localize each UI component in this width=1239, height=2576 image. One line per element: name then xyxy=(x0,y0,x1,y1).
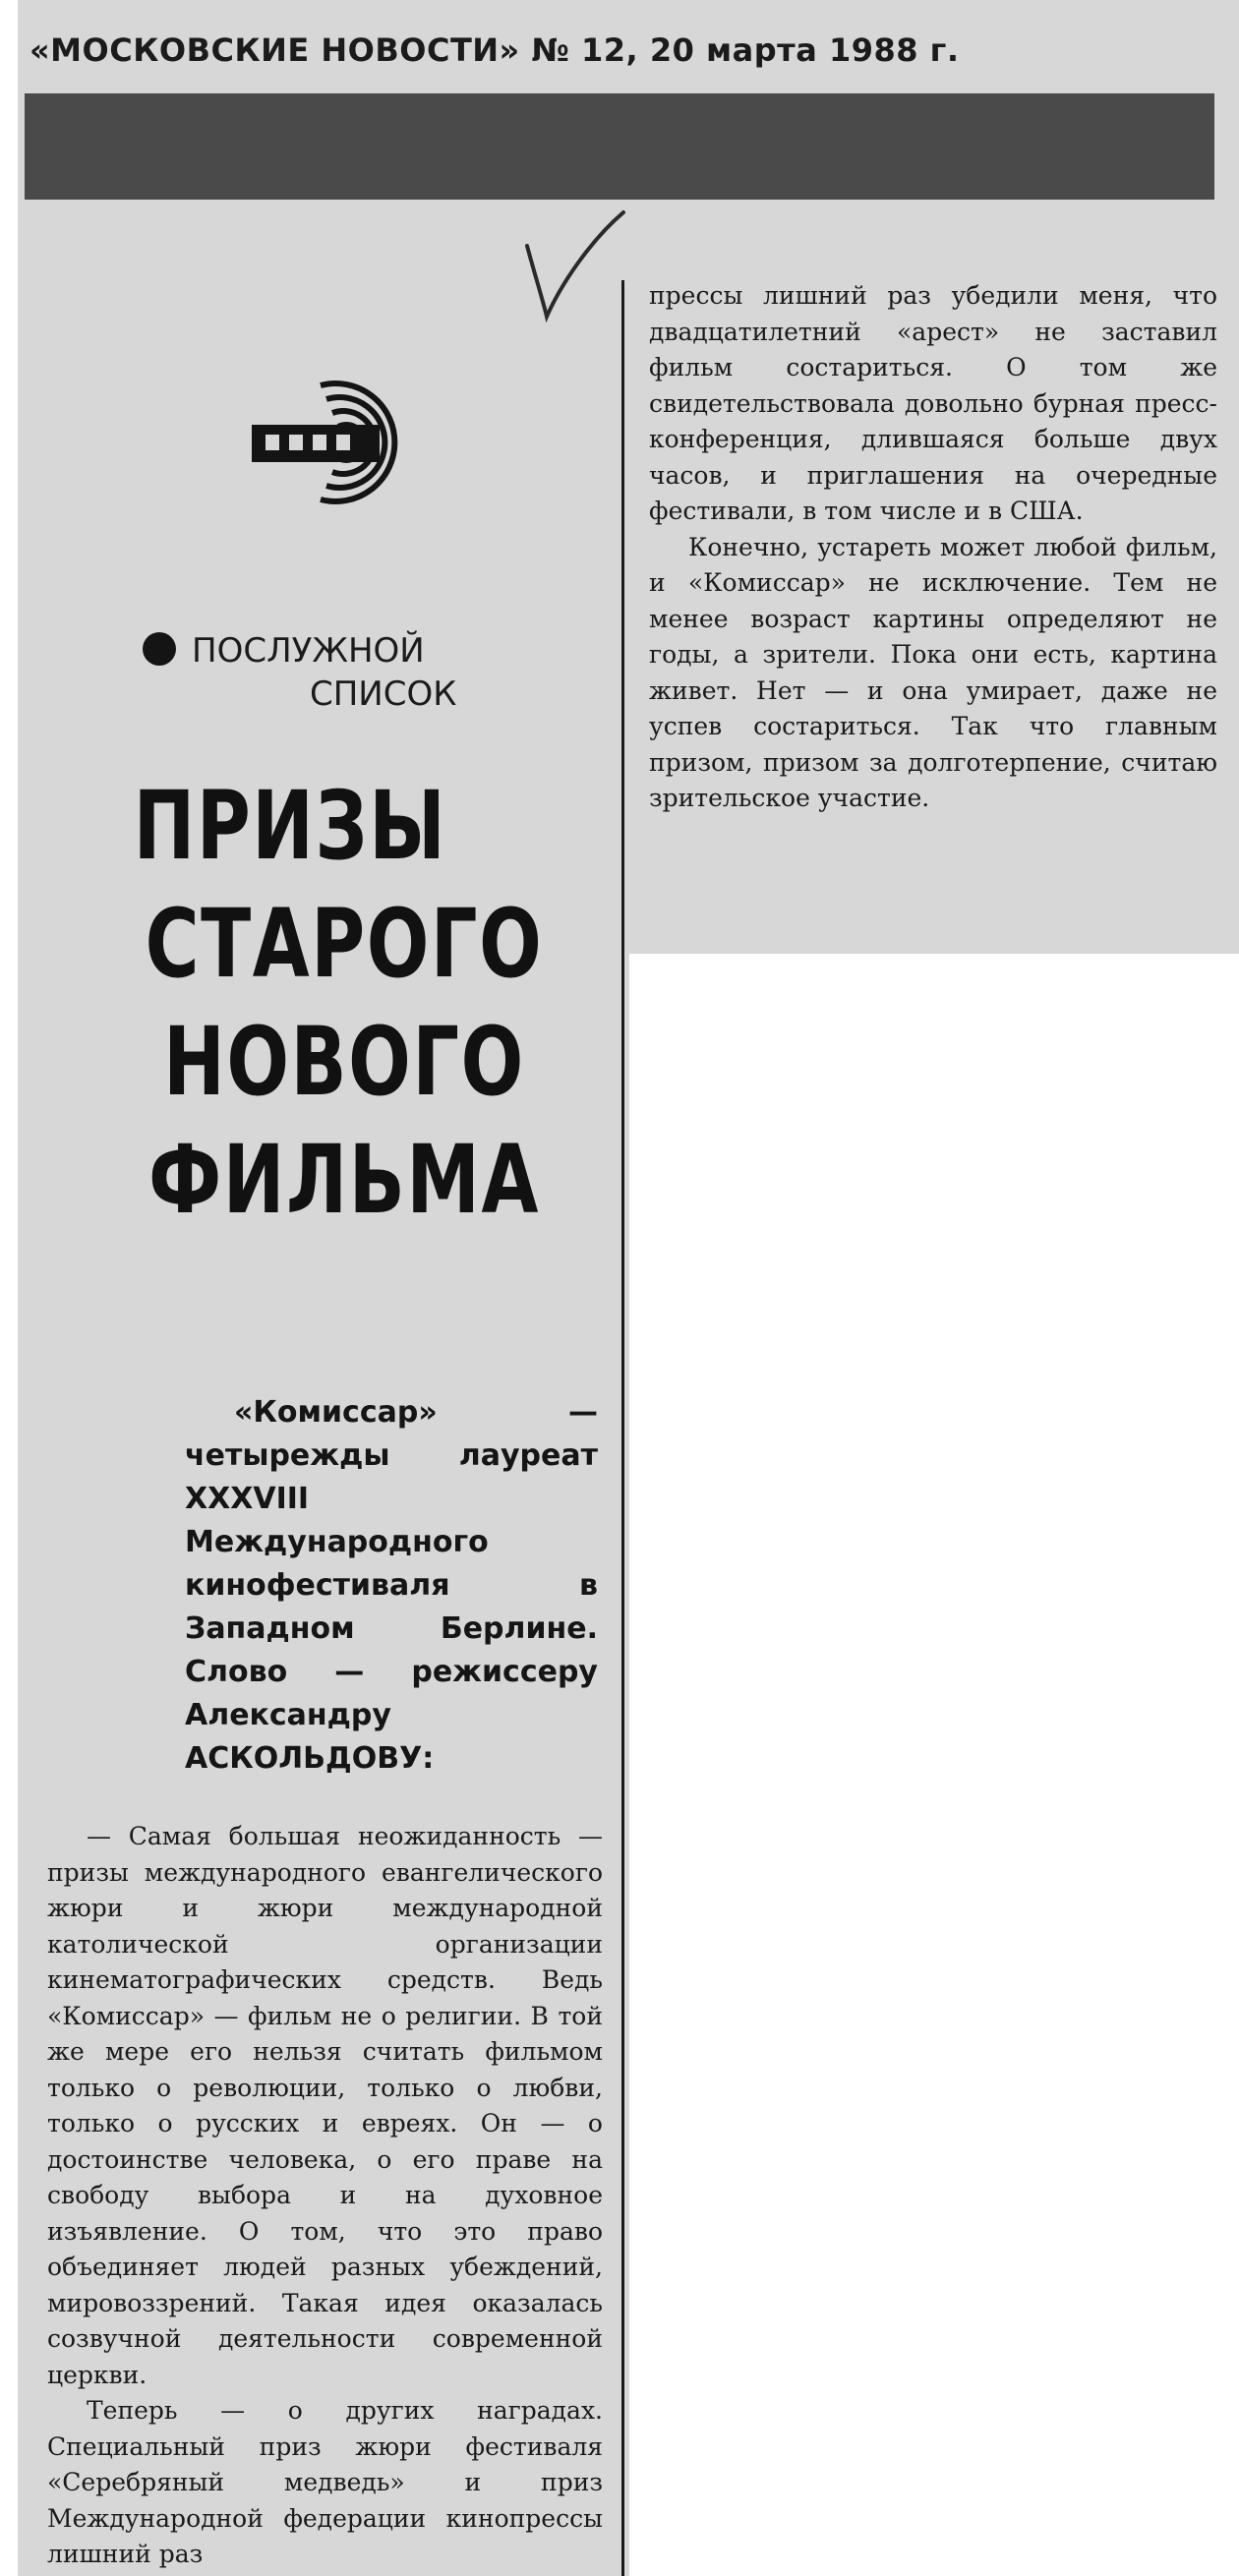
kicker-line-1: ПОСЛУЖНОЙ xyxy=(192,631,425,671)
film-reel-logo-icon xyxy=(252,364,448,521)
lead-text: «Комиссар» — четырежды лауреат XXXVIII Международного кинофестиваля в Западном Берлине. Слово — режиссеру Александру АСКОЛЬДОВУ: xyxy=(185,1395,598,1776)
body-paragraph: Теперь — о других наградах. Специальный приз жюри фестиваля «Серебряный медведь» и приз Международной федерации кинопрессы лишний раз xyxy=(47,2396,603,2568)
section-kicker xyxy=(143,629,536,716)
lead-paragraph xyxy=(185,1391,598,1781)
headline-line-4: ФИЛЬМА xyxy=(148,1125,541,1235)
headline xyxy=(79,767,610,1239)
article-body-right xyxy=(649,278,1217,817)
column-divider xyxy=(621,280,624,2576)
headline-line-2: СТАРОГО xyxy=(145,889,544,999)
body-paragraph: прессы лишний раз убедили меня, что двадцатилетний «арест» не заставил фильм состариться. О том же свидетельствовала довольно бурная пресс-конференция, длившаяся больше двух часов, и приглашения на очередные фестивали, в том числе и в США. xyxy=(649,281,1217,525)
handwritten-checkmark-icon xyxy=(521,206,629,324)
bullet-dot-icon xyxy=(143,632,176,666)
header-rule-bar xyxy=(25,93,1214,200)
body-paragraph: Конечно, устареть может любой фильм, и «Комиссар» не исключение. Тем не менее возраст картины определяют не годы, а зрители. Пока они есть, картина живет. Нет — и она умирает, даже не успев состариться. Так что главным призом, призом за долготерпение, считаю зрительское участие. xyxy=(649,532,1217,812)
kicker-line-2: СПИСОК xyxy=(310,674,457,714)
masthead: «МОСКОВСКИЕ НОВОСТИ» № 12, 20 марта 1988 г. xyxy=(30,31,960,69)
headline-line-1: ПРИЗЫ xyxy=(133,771,447,881)
article-body-left xyxy=(47,1819,603,2573)
headline-line-3: НОВОГО xyxy=(163,1007,525,1117)
body-paragraph: — Самая большая неожиданность — призы международного евангелического жюри и жюри международной католической организации кинематографических средств. Ведь «Комиссар» — фильм не о религии. В той же мере его нельзя считать фильмом только о революции, только о любви, только о русских и евреях. Он — о достоинстве человека, о его праве на свободу выбора и на духовное изъявление. О том, что это право объединяет людей разных убеждений, мировоззрений. Такая идея оказалась созвучной деятельности современной церкви. xyxy=(47,1822,603,2389)
